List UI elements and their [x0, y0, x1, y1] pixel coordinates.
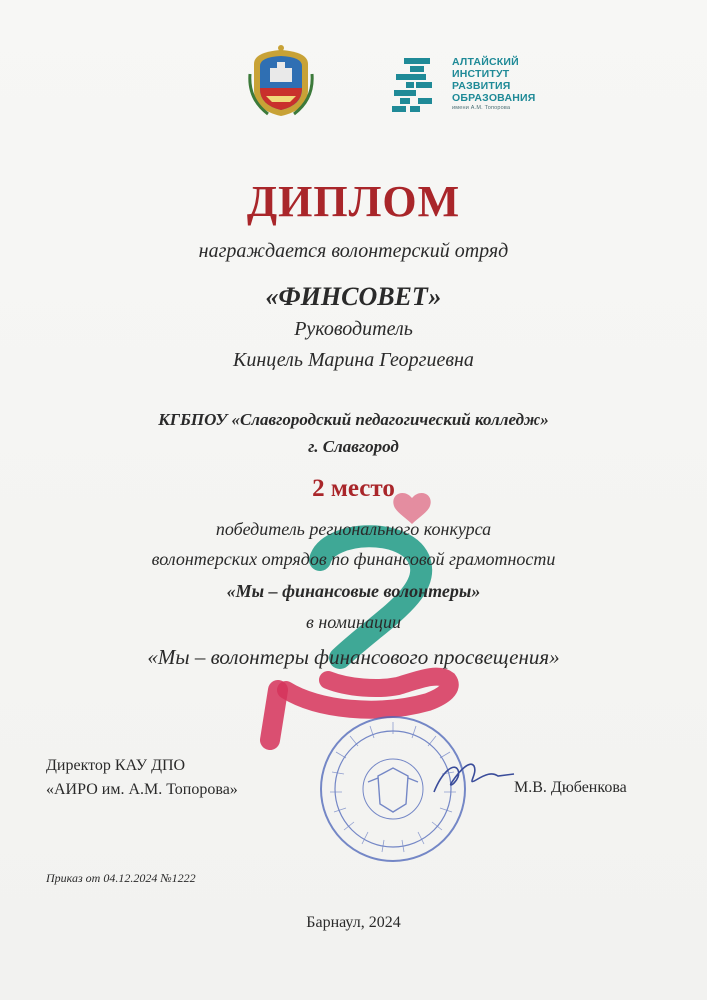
director-title [46, 754, 238, 802]
logo-subtitle: имени А.М. Топорова [452, 105, 511, 111]
order-reference: Приказ от 04.12.2024 №1222 [46, 871, 196, 885]
leader-role: Руководитель [294, 318, 413, 340]
logo-line: АЛТАЙСКИЙ [452, 56, 519, 68]
nomination-name: «Мы – волонтеры финансового просвещения» [147, 645, 560, 669]
leader-name: Кинцель Марина Георгиевна [233, 349, 474, 371]
diploma-title: ДИПЛОМ [246, 177, 461, 226]
director-line-1: Директор КАУ ДПО [46, 757, 186, 774]
winner-line-1: победитель регионального конкурса [215, 519, 492, 539]
college-name: КГБПОУ «Славгородский педагогический колледж» [158, 410, 549, 429]
logo-line: ИНСТИТУТ [452, 68, 510, 80]
awarded-text: награждается волонтерский отряд [198, 240, 509, 262]
airo-building-blocks-logo-icon [392, 56, 436, 116]
place-and-year: Барнаул, 2024 [306, 914, 401, 931]
logo-line: РАЗВИТИЯ [452, 80, 511, 92]
contest-name: «Мы – финансовые волонтеры» [226, 581, 481, 601]
director-signature [428, 752, 518, 802]
nomination-label: в номинации [306, 612, 401, 632]
winner-line-2: волонтерских отрядов по финансовой грамотности [151, 549, 556, 569]
logo-line: ОБРАЗОВАНИЯ [452, 92, 536, 104]
altai-krai-coat-of-arms-icon [248, 44, 314, 120]
director-line-2: «АИРО им. А.М. Топорова» [46, 781, 238, 798]
institute-logo-text [452, 56, 536, 112]
place-award: 2 место [312, 475, 395, 502]
city-name: г. Славгород [308, 437, 399, 456]
director-name: М.В. Дюбенкова [514, 779, 627, 796]
team-name: «ФИНСОВЕТ» [265, 282, 442, 311]
